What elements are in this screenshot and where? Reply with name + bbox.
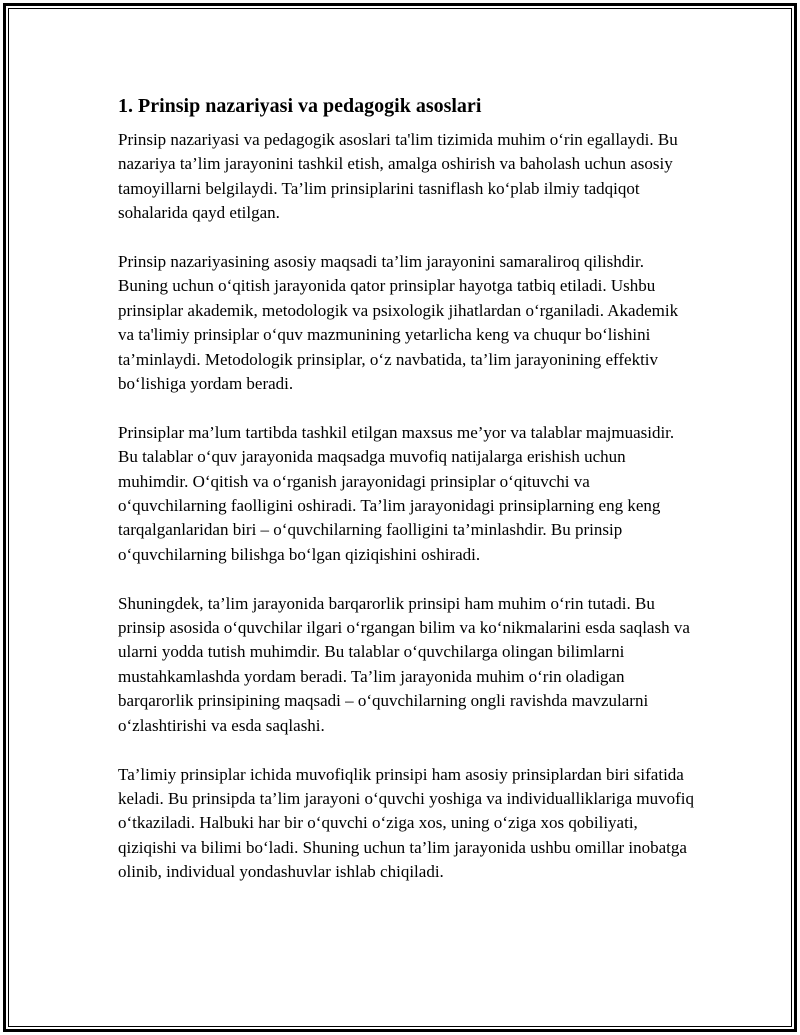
- paragraph-1: Prinsip nazariyasi va pedagogik asoslari ta'lim tizimida muhim o‘rin egallaydi. Bu nazariya ta’lim jarayonini tashkil etish, amalga oshirish va baholash uchun asosiy tamoyillarni belgilaydi. Ta’lim prinsiplarini tasniflash ko‘plab ilmiy tadqiqot sohalarida qayd etilgan.: [118, 130, 678, 223]
- paragraph-4: Shuningdek, ta’lim jarayonida barqarorlik prinsipi ham muhim o‘rin tutadi. Bu prinsip asosida o‘quvchilar ilgari o‘rgangan bilim va ko‘nikmalarini esda saqlash va ularni yodda tutish muhimdir. Bu talablar o‘quvchilarga olingan bilimlarni mustahkamlashda yordam beradi. Ta’lim jarayonida muhim o‘rin oladigan barqarorlik prinsipining maqsadi – o‘quvchilarning ongli ravishda mavzularni o‘zlashtirishi va esda saqlashi.: [118, 593, 690, 735]
- paragraph-5: Ta’limiy prinsiplar ichida muvofiqlik prinsipi ham asosiy prinsiplardan biri sifatida keladi. Bu prinsipda ta’lim jarayoni o‘quvchi yoshiga va individualliklariga muvofiq o‘tkaziladi. Halbuki har bir o‘quvchi o‘ziga xos, uning o‘ziga xos qobiliyati, qiziqishi va bilimi bo‘ladi. Shuning uchun ta’lim jarayonida ushbu omillar inobatga olinib, individual yondashuvlar ishlab chiqiladi.: [118, 764, 694, 882]
- paragraph-3: Prinsiplar ma’lum tartibda tashkil etilgan maxsus me’yor va talablar majmuasidir. Bu talablar o‘quv jarayonida maqsadga muvofiq natijalarga erishish uchun muhimdir. O‘qitish va o‘rganish jarayonidagi prinsiplar o‘qituvchi va o‘quvchilarning faolligini oshiradi. Ta’lim jarayonidagi prinsiplarning eng keng tarqalganlaridan biri – o‘quvchilarning faolligini ta’minlashdir. Bu prinsip o‘quvchilarning bilishga bo‘lgan qiziqishini oshiradi.: [118, 422, 675, 564]
- paragraph-2: Prinsip nazariyasining asosiy maqsadi ta’lim jarayonini samaraliroq qilishdir. Buning uchun o‘qitish jarayonida qator prinsiplar hayotga tatbiq etiladi. Ushbu prinsiplar akademik, metodologik va psixologik jihatlardan o‘rganiladi. Akademik va ta'limiy prinsiplar o‘quv mazmunining yetarlicha keng va chuqur bo‘lishini ta’minlaydi. Metodologik prinsiplar, o‘z navbatida, ta’lim jarayonining effektiv bo‘lishiga yordam beradi.: [118, 252, 679, 394]
- section-heading: 1. Prinsip nazariyasi va pedagogik asoslari: [118, 95, 482, 117]
- document-body: [118, 92, 698, 885]
